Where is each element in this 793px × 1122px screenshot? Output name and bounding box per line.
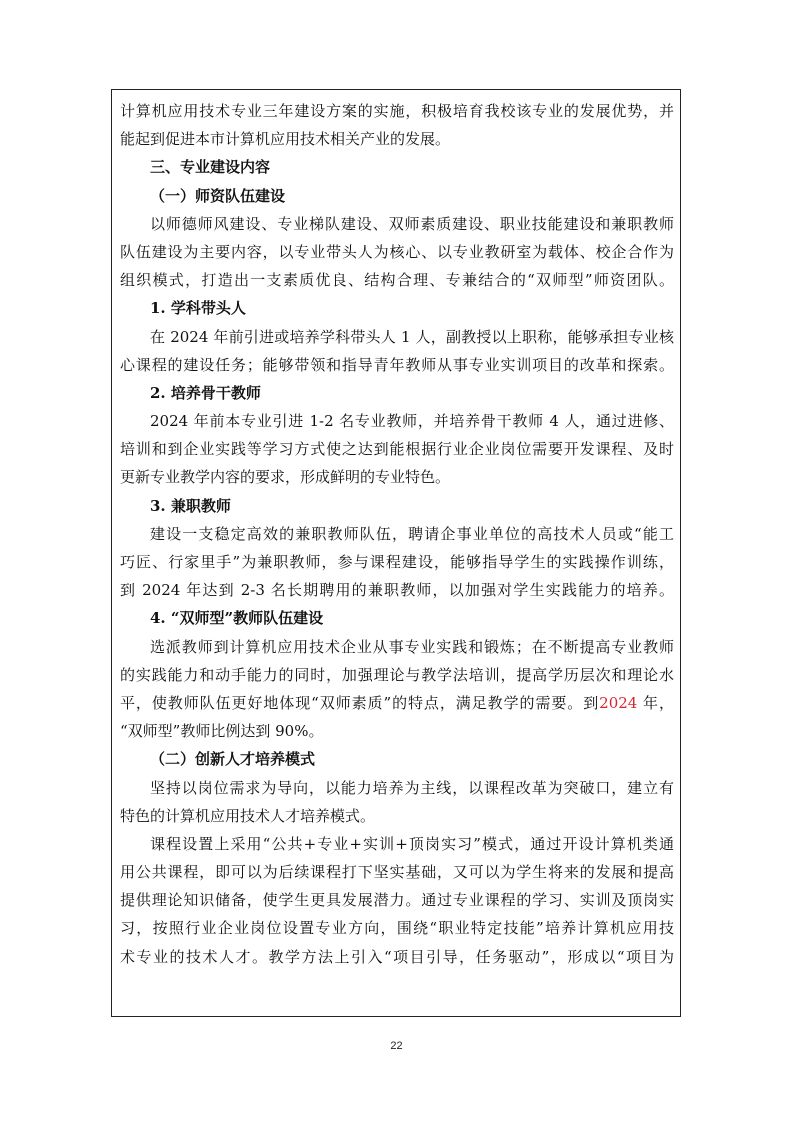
paragraph-line: 选派教师到计算机应用技术企业从事专业实践和锻炼；在不断提高专业教师 xyxy=(150,637,674,656)
paragraph-line: 提供理论知识储备，使学生更具发展潜力。通过专业课程的学习、实训及顶岗实 xyxy=(120,891,674,910)
document-content xyxy=(120,97,674,971)
subsection-heading: （二）创新人才培养模式 xyxy=(150,750,316,769)
paragraph-line: 巧匠、行家里手”为兼职教师，参与课程建设，能够指导学生的实践操作训练， xyxy=(120,553,674,571)
paragraph-line: 课程设置上采用“公共+专业+实训+顶岗实习”模式，通过开设计算机类通 xyxy=(150,834,674,853)
item-heading: 3. 兼职教师 xyxy=(150,496,231,515)
paragraph-line: 建设一支稳定高效的兼职教师队伍，聘请企事业单位的高技术人员或“能工 xyxy=(150,524,674,543)
paragraph-line: 计算机应用技术专业三年建设方案的实施，积极培育我校该专业的发展优势，并 xyxy=(120,102,674,120)
paragraph-line: 在 2024 年前引进或培养学科带头人 1 人，副教授以上职称，能够承担专业核 xyxy=(150,327,674,346)
section-heading: 三、专业建设内容 xyxy=(150,158,271,177)
paragraph-line-text: 平，使教师队伍更好地体现“双师素质”的特点，满足教学的需要。到 xyxy=(120,693,600,712)
paragraph-line: 组织模式，打造出一支素质优良、结构合理、专兼结合的“双师型”师资团队。 xyxy=(120,271,674,290)
paragraph-line: 术专业的技术人才。教学方法上引入“项目引导，任务驱动”，形成以“项目为 xyxy=(120,947,674,966)
paragraph-line: 用公共课程，即可以为后续课程打下坚实基础，又可以为学生将来的发展和提高 xyxy=(120,863,674,882)
paragraph-line: 特色的计算机应用技术人才培养模式。 xyxy=(120,806,376,825)
paragraph-line xyxy=(120,689,674,717)
highlighted-year: 2024 xyxy=(599,693,638,712)
paragraph-line: 到 2024 年达到 2-3 名长期聘用的兼职教师，以加强对学生实践能力的培养。 xyxy=(120,581,674,600)
paragraph-line: 能起到促进本市计算机应用技术相关产业的发展。 xyxy=(120,130,451,149)
item-heading: 1. 学科带头人 xyxy=(150,299,246,318)
paragraph-line: 习，按照行业企业岗位设置专业方向，围绕“职业特定技能”培养计算机应用技 xyxy=(120,919,674,938)
paragraph-line: “双师型”教师比例达到 90%。 xyxy=(120,722,324,741)
item-heading: 4. “双师型”教师队伍建设 xyxy=(150,609,324,628)
paragraph-line: 的实践能力和动手能力的同时，加强理论与教学法培训，提高学历层次和理论水 xyxy=(120,665,674,684)
subsection-heading: （一）师资队伍建设 xyxy=(150,186,286,205)
paragraph-line: 心课程的建设任务；能够带领和指导青年教师从事专业实训项目的改革和探索。 xyxy=(120,355,674,374)
paragraph-line: 队伍建设为主要内容，以专业带头人为核心、以专业教研室为载体、校企合作为 xyxy=(120,242,674,261)
item-heading: 2. 培养骨干教师 xyxy=(150,383,261,402)
page-number: 22 xyxy=(390,1040,403,1052)
paragraph-line: 2024 年前本专业引进 1-2 名专业教师，并培养骨干教师 4 人，通过进修、 xyxy=(150,412,674,431)
paragraph-line: 培训和到企业实践等学习方式使之达到能根据行业企业岗位需要开发课程、及时 xyxy=(120,440,674,459)
paragraph-line: 以师德师风建设、专业梯队建设、双师素质建设、职业技能建设和兼职教师 xyxy=(150,214,674,233)
paragraph-line: 坚持以岗位需求为导向，以能力培养为主线，以课程改革为突破口，建立有 xyxy=(150,778,674,797)
paragraph-line: 更新专业教学内容的要求，形成鲜明的专业特色。 xyxy=(120,468,451,487)
paragraph-line-suffix: 年， xyxy=(637,693,674,712)
